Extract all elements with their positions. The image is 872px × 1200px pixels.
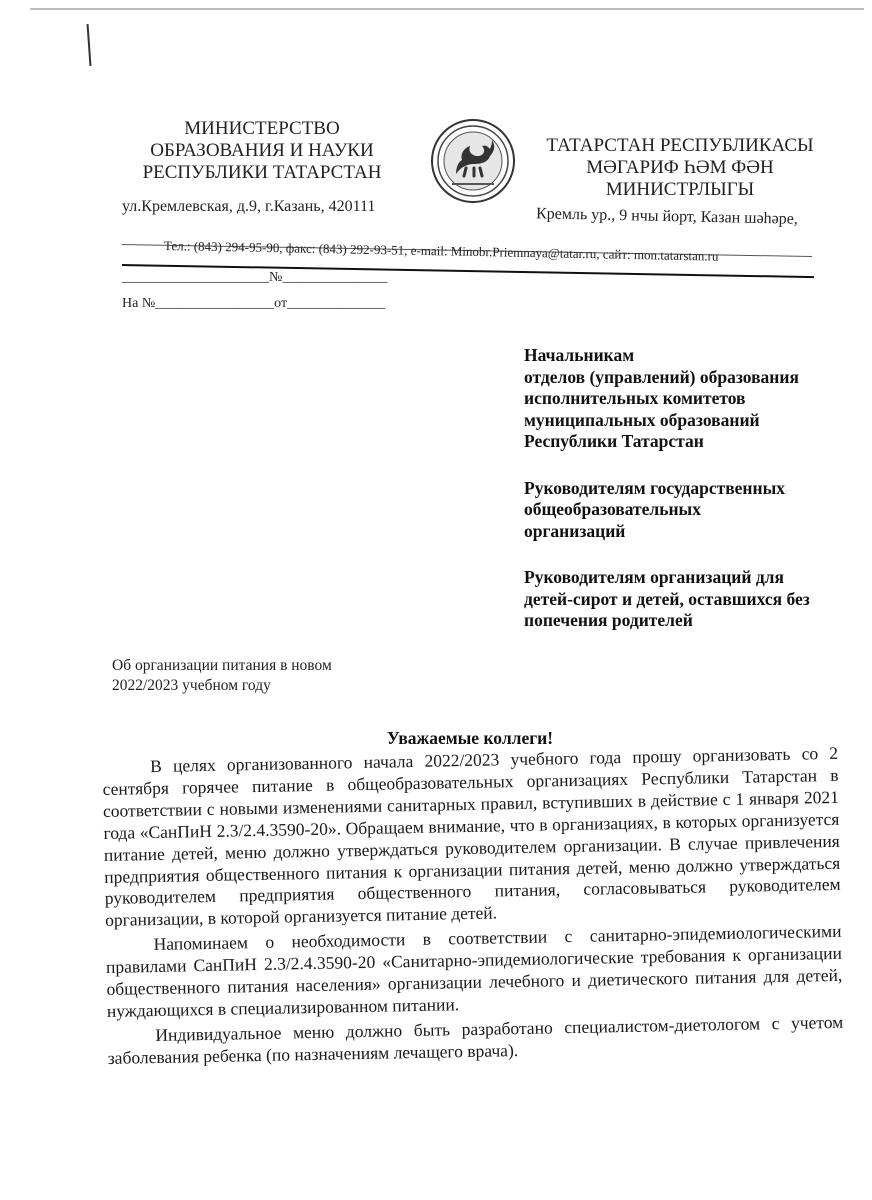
- tatarstan-coat-of-arms-icon: [430, 118, 516, 204]
- addressee-line: исполнительных комитетов: [524, 388, 746, 408]
- scan-mark: [87, 24, 92, 66]
- addressee-line: Руководителям государственных: [524, 477, 786, 498]
- body-paragraph: В целях организованного начала 2022/2023 учебного года прошу организовать со 2 сентября горячее питание в общеобразовательных организациях Республики Татарстан в соответствии с новыми изменениями санитарных правил, вступивших в действие с 1 января 2021 года «СанПиН 2.3/2.4.3590-20». Обращаем внимание, что в организациях, в которых организуется питание детей, меню должно утверждаться руководителем организации. В случае привлечения предприятия общественного питания к организации питания детей, меню должно утверждаться руководителем предприятия общественного питания, согласовываться руководителем организации, в которой организуется питание детей.: [102, 742, 841, 931]
- letter-subject: [112, 656, 332, 696]
- ministry-tt-line: ТАТАРСТАН РЕСПУБЛИКАСЫ: [546, 135, 814, 156]
- addressee-group: [524, 567, 864, 632]
- ministry-ru-line: РЕСПУБЛИКИ ТАТАРСТАН: [142, 162, 382, 183]
- addressee-line: Республики Татарстан: [524, 431, 704, 451]
- addressee-group: [524, 345, 864, 453]
- addressee-line: Начальникам: [524, 345, 635, 365]
- ministry-name-ru: [112, 118, 412, 184]
- addressee-line: организаций: [524, 520, 626, 541]
- addressee-line: Руководителям организаций для: [524, 567, 784, 587]
- addressee-group: [524, 478, 864, 543]
- ministry-tt-line: МИНИСТРЛЫГЫ: [605, 179, 755, 200]
- addressee-line: попечения родителей: [524, 610, 693, 630]
- contacts-line: Тел.: (843) 294-95-90, факс: (843) 292-93-51, e-mail: Minobr.Priemnaya@tatar.ru, сайт: mon.tatarstan.ru: [163, 238, 719, 264]
- salutation: Уважаемые коллеги!: [386, 728, 554, 748]
- address-tt: Кремль ур., 9 нчы йорт, Казан шәһәре,: [535, 205, 799, 228]
- addressee-line: общеобразовательных: [524, 499, 701, 519]
- letter-body: [102, 743, 844, 1070]
- outgoing-number-line: _____________________№_______________: [122, 270, 388, 285]
- ministry-name-tt: [530, 135, 830, 201]
- subject-line: 2022/2023 учебном году: [112, 677, 271, 694]
- subject-line: Об организации питания в новом: [112, 657, 332, 674]
- body-paragraph: Индивидуальное меню должно быть разработано специалистом-диетологом с учетом заболевания ребенка (по назначениям лечащего врача).: [107, 1011, 844, 1068]
- addressee-line: отделов (управлений) образования: [524, 366, 799, 387]
- ministry-tt-line: МӘГАРИФ ҺӘМ ФӘН: [586, 157, 774, 178]
- addressee-line: муниципальных образований: [524, 409, 760, 430]
- addressee-block: [524, 345, 864, 657]
- ministry-ru-line: ОБРАЗОВАНИЯ И НАУКИ: [150, 140, 374, 161]
- scan-edge: [30, 8, 864, 10]
- addressee-line: детей-сирот и детей, оставшихся без: [524, 588, 810, 609]
- reply-reference-line: На №_________________от______________: [122, 296, 386, 311]
- address-ru: ул.Кремлевская, д.9, г.Казань, 420111: [122, 198, 376, 215]
- body-paragraph: Напоминаем о необходимости в соответствии с санитарно-эпидемиологическими правилами СанПиН 2.3/2.4.3590-20 «Санитарно-эпидемиологические требования к организации общественного питания населения» организации лечебного и диетического питания для детей, нуждающихся в специализированном питании.: [105, 921, 843, 1021]
- ministry-ru-line: МИНИСТЕРСТВО: [184, 118, 340, 139]
